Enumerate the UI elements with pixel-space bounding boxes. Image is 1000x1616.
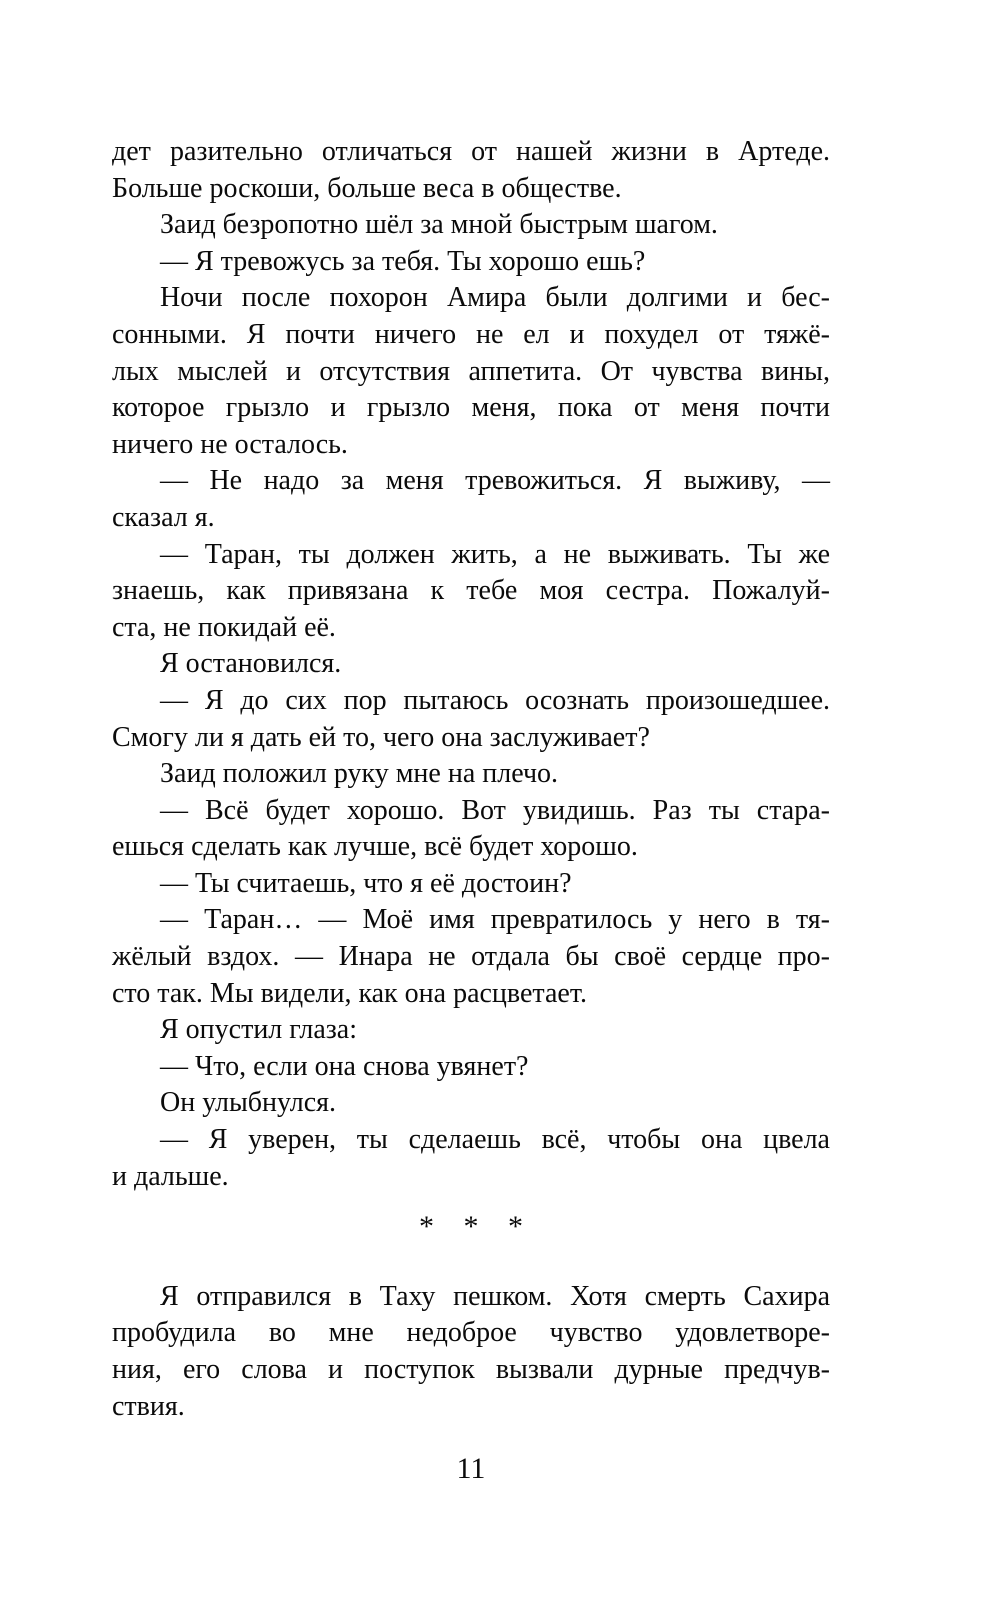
text-after-separator [112, 1279, 830, 1425]
text-line: лых мыслей и отсутствия аппетита. От чувства вины, [112, 355, 830, 387]
text-line: — Таран, ты должен жить, а не выживать. Ты же [160, 538, 830, 570]
text-line: — Я уверен, ты сделаешь всё, чтобы она цвела [160, 1124, 830, 1156]
text-line: знаешь, как привязана к тебе моя сестра. Пожалуй- [112, 575, 830, 607]
text-line: — Не надо за меня тревожиться. Я выживу, — [160, 465, 830, 497]
text-line: Он улыбнулся. [160, 1087, 337, 1119]
text-line: Я опустил глаза: [160, 1014, 358, 1046]
text-before-separator [112, 134, 830, 1195]
text-line: Больше роскоши, больше веса в обществе. [112, 172, 622, 204]
text-line: — Ты считаешь, что я её достоин? [160, 867, 572, 899]
text-line: ничего не осталось. [112, 428, 348, 460]
text-line: Я остановился. [160, 648, 342, 680]
section-separator-asterisks: * * * [419, 1210, 523, 1244]
text-line: пробудила во мне недоброе чувство удовлетворе- [112, 1317, 830, 1349]
text-line: Заид безропотно шёл за мной быстрым шагом. [160, 209, 718, 241]
text-line: — Всё будет хорошо. Вот увидишь. Раз ты стара- [160, 794, 830, 826]
text-line: сто так. Мы видели, как она расцветает. [112, 977, 587, 1009]
text-block [112, 134, 830, 1488]
text-line: Ночи после похорон Амира были долгими и бес- [160, 282, 830, 314]
text-line: — Что, если она снова увянет? [160, 1050, 529, 1082]
text-line: которое грызло и грызло меня, пока от меня почти [112, 392, 830, 424]
text-line: — Я до сих пор пытаюсь осознать произошедшее. [160, 684, 830, 716]
text-line: и дальше. [112, 1160, 229, 1192]
text-line: сонными. Я почти ничего не ел и похудел от тяжё- [112, 318, 830, 350]
text-line: ешься сделать как лучше, всё будет хорошо. [112, 831, 638, 863]
text-line: ста, не покидай её. [112, 611, 336, 643]
text-line: Я отправился в Таху пешком. Хотя смерть Сахира [160, 1280, 830, 1312]
page-number: 11 [456, 1452, 486, 1486]
text-line: — Я тревожусь за тебя. Ты хорошо ешь? [160, 245, 646, 277]
text-line: жёлый вздох. — Инара не отдала бы своё сердце про- [112, 941, 830, 973]
text-line: Заид положил руку мне на плечо. [160, 758, 559, 790]
text-line: Смогу ли я дать ей то, чего она заслуживает? [112, 721, 650, 753]
text-line: дет разительно отличаться от нашей жизни в Артеде. [112, 136, 830, 167]
text-line: ния, его слова и поступок вызвали дурные предчув- [112, 1354, 830, 1385]
text-line: сказал я. [112, 501, 215, 533]
text-line: ствия. [112, 1390, 185, 1422]
text-line: — Таран… — Моё имя превратилось у него в тя- [160, 904, 830, 936]
